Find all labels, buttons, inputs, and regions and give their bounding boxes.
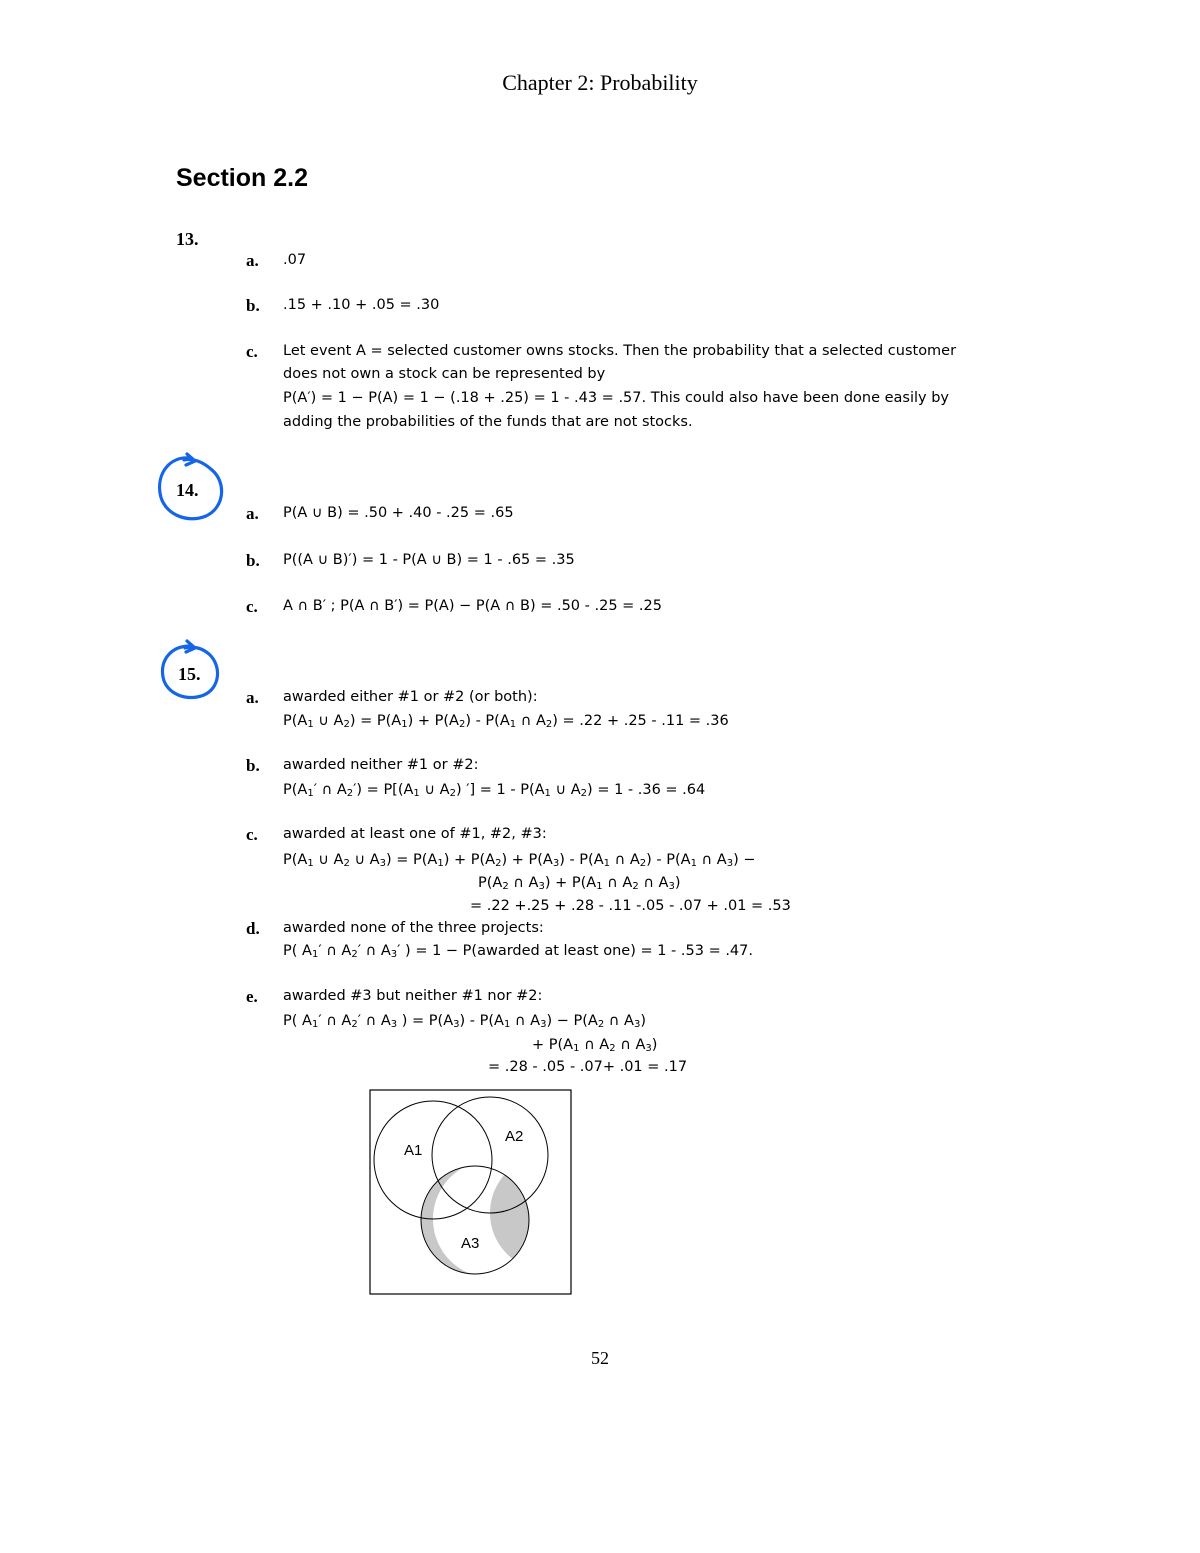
q13-b-answer: .15 + .10 + .05 = .30: [283, 297, 440, 313]
q14-b-label: b.: [246, 551, 260, 570]
q14-c-answer: A ∩ B′ ; P(A ∩ B′) = P(A) − P(A ∩ B) = .50 - .25 = .25: [283, 598, 662, 614]
q15-d-description: awarded none of the three projects:: [283, 920, 544, 936]
q15-d-formula: P( $A_1'$ ∩ $A_2'$ ∩ $A_3'$ ) = 1 − P(awarded at least one) = 1 - .53 = .47.: [283, 943, 753, 960]
q13-c-line-3: P(A′) = 1 − P(A) = 1 − (.18 + .25) = 1 - .43 = .57. This could also have been done easily by: [283, 390, 950, 406]
q15-a-label: a.: [246, 688, 259, 707]
q13-b-label: b.: [246, 296, 260, 315]
q13-c-line-2: does not own a stock can be represented by: [283, 366, 606, 382]
q15-c-formula-line-2: $P(A_2$ ∩ $A_3) + P(A_1$ ∩ $A_2$ ∩ $A_3$): [478, 875, 681, 892]
q15-a-description: awarded either #1 or #2 (or both):: [283, 689, 538, 705]
q15-e-formula-line-1: P( $A_1'$ ∩ $A_2'$ ∩ $A_3$ ) = $P(A_3) - P(A_1$ ∩ $A_3) - P(A_2$ ∩ $A_3$): [283, 1013, 646, 1030]
q15-c-description: awarded at least one of #1, #2, #3:: [283, 826, 547, 842]
q14-b-answer: P((A ∪ B)′) = 1 - P(A ∪ B) = 1 - .65 = .35: [283, 552, 575, 568]
question-14-number: 14.: [176, 480, 199, 500]
q15-c-label: c.: [246, 825, 258, 844]
q13-a-label: a.: [246, 251, 259, 270]
venn-label-a2: A2: [505, 1128, 524, 1145]
q13-c-line-1: Let event A = selected customer owns stocks. Then the probability that a selected customer: [283, 343, 957, 359]
q15-b-formula: $P(A_1'$ ∩ $A_2') = P[(A_1$ ∪ $A_2$) ′] = $1 - P(A_1$ ∪ $A_2) = 1 - .36 = .64$: [283, 782, 706, 799]
question-13-number: 13.: [176, 229, 199, 249]
q14-c-label: c.: [246, 597, 258, 616]
section-title: Section 2.2: [176, 164, 308, 192]
q15-d-label: d.: [246, 919, 260, 938]
page-number: 52: [591, 1348, 609, 1368]
q15-e-description: awarded #3 but neither #1 nor #2:: [283, 988, 543, 1004]
question-15-number: 15.: [178, 664, 201, 684]
chapter-header: Chapter 2: Probability: [502, 70, 698, 95]
q15-e-formula-line-2: + $P(A_1$ ∩ $A_2$ ∩ $A_3$): [532, 1037, 658, 1054]
q13-c-label: c.: [246, 342, 258, 361]
q15-a-formula: $P(A_1$ ∪ $A_2) = P(A_1) + P(A_2) - P(A_1$ ∩ $A_2) = .22 + .25 - .11 = .36$: [283, 713, 729, 730]
q13-a-answer: .07: [283, 252, 307, 268]
q15-c-result: = .22 +.25 + .28 - .11 -.05 - .07 + .01 = .53: [470, 898, 791, 914]
q15-e-label: e.: [246, 987, 258, 1006]
q13-c-line-4: adding the probabilities of the funds that are not stocks.: [283, 414, 693, 430]
q15-e-result: = .28 - .05 - .07+ .01 = .17: [488, 1059, 688, 1075]
q15-b-label: b.: [246, 756, 260, 775]
venn-label-a3: A3: [461, 1235, 480, 1252]
q14-a-answer: P(A ∪ B) = .50 + .40 - .25 = .65: [283, 505, 514, 521]
q15-c-formula-line-1: $P(A_1$ ∪ $A_2$ ∪ $A_3) = P(A_1) + P(A_2) + P(A_3) - P(A_1$ ∩ $A_2) - P(A_1$ ∩ $A_3$) −: [283, 852, 756, 869]
venn-label-a1: A1: [404, 1142, 423, 1159]
q15-b-description: awarded neither #1 or #2:: [283, 757, 479, 773]
q14-a-label: a.: [246, 504, 259, 523]
venn-diagram: [369, 1089, 572, 1295]
venn-frame: [370, 1090, 571, 1294]
